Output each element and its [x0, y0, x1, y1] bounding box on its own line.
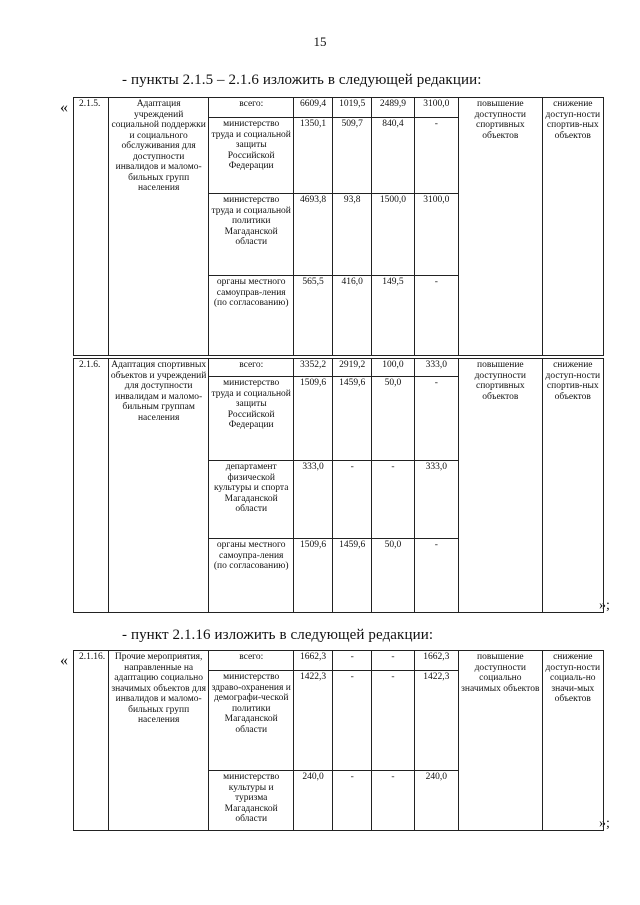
value-total: 1509,6 [294, 539, 333, 613]
closing-quote: »; [599, 816, 610, 831]
funding-source: министерство труда и социальной защиты Российской Федерации [209, 377, 294, 461]
funding-source: министерство культуры и туризма Магаданской области [209, 771, 294, 831]
indicator: снижение доступ-ности социаль-но значи-мых объектов [542, 651, 603, 831]
value-total: 1509,6 [294, 377, 333, 461]
value-total: 240,0 [294, 771, 333, 831]
value-year-3: 333,0 [414, 359, 458, 377]
opening-quote: « [60, 99, 68, 116]
value-year-2: 50,0 [372, 539, 414, 613]
value-total: 1422,3 [294, 671, 333, 771]
value-year-1: 416,0 [333, 276, 372, 356]
value-year-3: 240,0 [414, 771, 458, 831]
value-total: 6609,4 [294, 98, 333, 118]
value-year-2: 1500,0 [372, 194, 414, 276]
value-total: 1662,3 [294, 651, 333, 671]
value-year-1: 509,7 [333, 118, 372, 194]
value-year-3: 333,0 [414, 461, 458, 539]
amendment-heading-2: - пункт 2.1.16 изложить в следующей редакции: [122, 627, 434, 643]
value-year-2: 50,0 [372, 377, 414, 461]
value-year-3: 3100,0 [414, 98, 458, 118]
value-year-1: - [333, 771, 372, 831]
page-number: 15 [313, 34, 327, 49]
closing-quote: »; [599, 598, 610, 613]
value-year-1: 1459,6 [333, 377, 372, 461]
expected-result: повышение доступности спортивных объектов [459, 359, 543, 613]
funding-source: департамент физической культуры и спорта Магаданской области [209, 461, 294, 539]
value-year-3: - [414, 539, 458, 613]
section-table-2-1-5 [73, 97, 604, 356]
section-table-2-1-16 [73, 650, 604, 831]
value-total: 4693,8 [294, 194, 333, 276]
value-year-2: 100,0 [372, 359, 414, 377]
value-year-2: 840,4 [372, 118, 414, 194]
value-year-1: - [333, 461, 372, 539]
opening-quote: « [60, 652, 68, 669]
item-name: Прочие мероприятия, направленные на адаптацию социально значимых объектов для инвалидов и маломо-бильных групп населения [108, 651, 208, 831]
item-name: Адаптация спортивных объектов и учреждений для доступности инвалидам и маломо-бильным группам населения [108, 359, 208, 613]
expected-result: повышение доступности социально значимых объектов [459, 651, 543, 831]
value-total: 565,5 [294, 276, 333, 356]
value-total: 333,0 [294, 461, 333, 539]
funding-source: министерство здраво-охранения и демографи-ческой политики Магаданской области [209, 671, 294, 771]
funding-source: министерство труда и социальной политики Магаданской области [209, 194, 294, 276]
value-year-1: 1459,6 [333, 539, 372, 613]
value-total: 1350,1 [294, 118, 333, 194]
expected-result: повышение доступности спортивных объектов [459, 98, 543, 356]
value-year-3: - [414, 118, 458, 194]
item-number: 2.1.6. [74, 359, 109, 613]
value-year-1: - [333, 671, 372, 771]
value-year-2: - [372, 651, 414, 671]
item-number: 2.1.16. [74, 651, 109, 831]
section-table-2-1-6 [73, 358, 604, 613]
funding-source: органы местного самоуправ-ления (по согласованию) [209, 276, 294, 356]
funding-source: министерство труда и социальной защиты Российской Федерации [209, 118, 294, 194]
value-year-1: - [333, 651, 372, 671]
indicator: снижение доступ-ности спортив-ных объектов [542, 359, 603, 613]
value-year-2: - [372, 461, 414, 539]
value-year-3: - [414, 377, 458, 461]
value-year-1: 93,8 [333, 194, 372, 276]
value-total: 3352,2 [294, 359, 333, 377]
value-year-1: 1019,5 [333, 98, 372, 118]
value-year-1: 2919,2 [333, 359, 372, 377]
value-year-3: 1422,3 [414, 671, 458, 771]
funding-source: всего: [209, 98, 294, 118]
value-year-2: - [372, 671, 414, 771]
item-name: Адаптация учреждений социальной поддержки и социального обслуживания для доступности инвалидов и маломо-бильных групп населения [108, 98, 208, 356]
item-number: 2.1.5. [74, 98, 109, 356]
value-year-2: 149,5 [372, 276, 414, 356]
value-year-3: 3100,0 [414, 194, 458, 276]
funding-source: всего: [209, 651, 294, 671]
funding-source: органы местного самоупра-ления (по согласованию) [209, 539, 294, 613]
value-year-3: 1662,3 [414, 651, 458, 671]
value-year-2: 2489,9 [372, 98, 414, 118]
value-year-2: - [372, 771, 414, 831]
value-year-3: - [414, 276, 458, 356]
indicator: снижение доступ-ности спортив-ных объектов [542, 98, 603, 356]
amendment-heading-1: - пункты 2.1.5 – 2.1.6 изложить в следующей редакции: [122, 72, 482, 88]
funding-source: всего: [209, 359, 294, 377]
